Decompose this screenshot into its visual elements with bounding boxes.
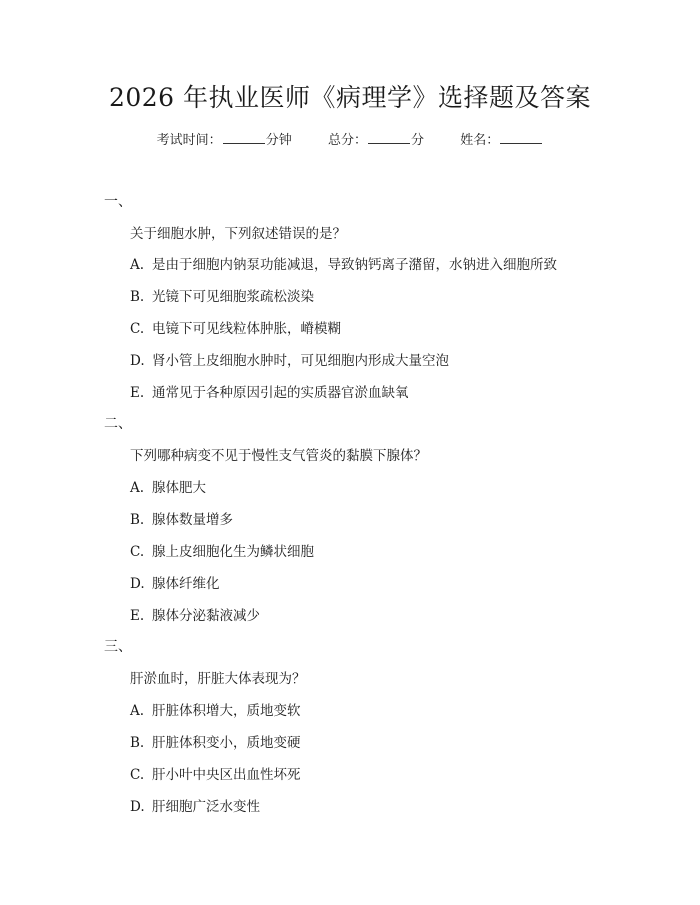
option-text: 腺体分泌黏液减少 [152,608,260,624]
option-letter: D. [130,353,145,369]
question-option[interactable] [130,797,260,817]
question-option[interactable] [130,542,314,562]
question-option[interactable] [130,287,314,307]
option-text: 腺体数量增多 [152,512,233,528]
total-score-label: 总分： [327,133,367,148]
question-option[interactable] [130,510,233,530]
question-number: 三、 [104,639,132,655]
question-option[interactable] [130,701,301,721]
option-text: 光镜下可见细胞浆疏松淡染 [152,289,314,305]
question-option[interactable] [130,255,557,275]
option-text: 肝细胞广泛水变性 [152,799,260,815]
question-stem: 下列哪种病变不见于慢性支气管炎的黏膜下腺体？ [130,448,427,464]
option-text: 电镜下可见线粒体肿胀，嵴模糊 [152,321,341,337]
option-letter: C. [130,544,145,560]
total-score-blank[interactable] [368,130,410,144]
option-text: 腺上皮细胞化生为鳞状细胞 [152,544,314,560]
exam-meta-line [0,130,700,151]
option-text: 肝小叶中央区出血性坏死 [152,767,301,783]
option-letter: B. [130,512,145,528]
option-text: 腺体纤维化 [152,576,220,592]
document-title: 2026 年执业医师《病理学》选择题及答案 [108,83,592,112]
question-stem: 肝淤血时，肝脏大体表现为？ [130,671,306,687]
option-text: 肝脏体积变小，质地变硬 [152,735,301,751]
option-letter: B. [130,289,145,305]
question-option[interactable] [130,606,260,626]
option-letter: C. [130,321,145,337]
option-letter: E. [130,608,145,624]
total-score-field [328,130,424,151]
question-option[interactable] [130,383,409,403]
option-letter: D. [130,799,145,815]
exam-time-unit: 分钟 [265,133,292,148]
option-letter: A. [130,257,145,273]
total-score-unit: 分 [411,133,425,148]
option-text: 肝脏体积增大，质地变软 [152,703,301,719]
question-stem: 关于细胞水肿，下列叙述错误的是？ [130,226,346,242]
question-option[interactable] [130,478,206,498]
question-option[interactable] [130,765,301,785]
question-option[interactable] [130,574,220,594]
exam-time-field [157,130,292,151]
option-letter: C. [130,767,145,783]
option-letter: A. [130,703,145,719]
option-letter: A. [130,480,145,496]
exam-time-label: 考试时间： [156,133,222,148]
option-letter: D. [130,576,145,592]
exam-time-blank[interactable] [223,130,265,144]
question-option[interactable] [130,319,341,339]
question-option[interactable] [130,351,449,371]
option-letter: B. [130,735,145,751]
question-option[interactable] [130,733,301,753]
name-field [460,130,543,151]
option-letter: E. [130,385,145,401]
name-label: 姓名： [460,133,500,148]
option-text: 腺体肥大 [152,480,206,496]
option-text: 肾小管上皮细胞水肿时，可见细胞内形成大量空泡 [152,353,449,369]
option-text: 通常见于各种原因引起的实质器官淤血缺氧 [152,385,409,401]
option-text: 是由于细胞内钠泵功能减退，导致钠钙离子潴留，水钠进入细胞所致 [152,257,557,273]
question-number: 一、 [104,194,132,210]
name-blank[interactable] [500,130,542,144]
question-number: 二、 [104,416,132,432]
